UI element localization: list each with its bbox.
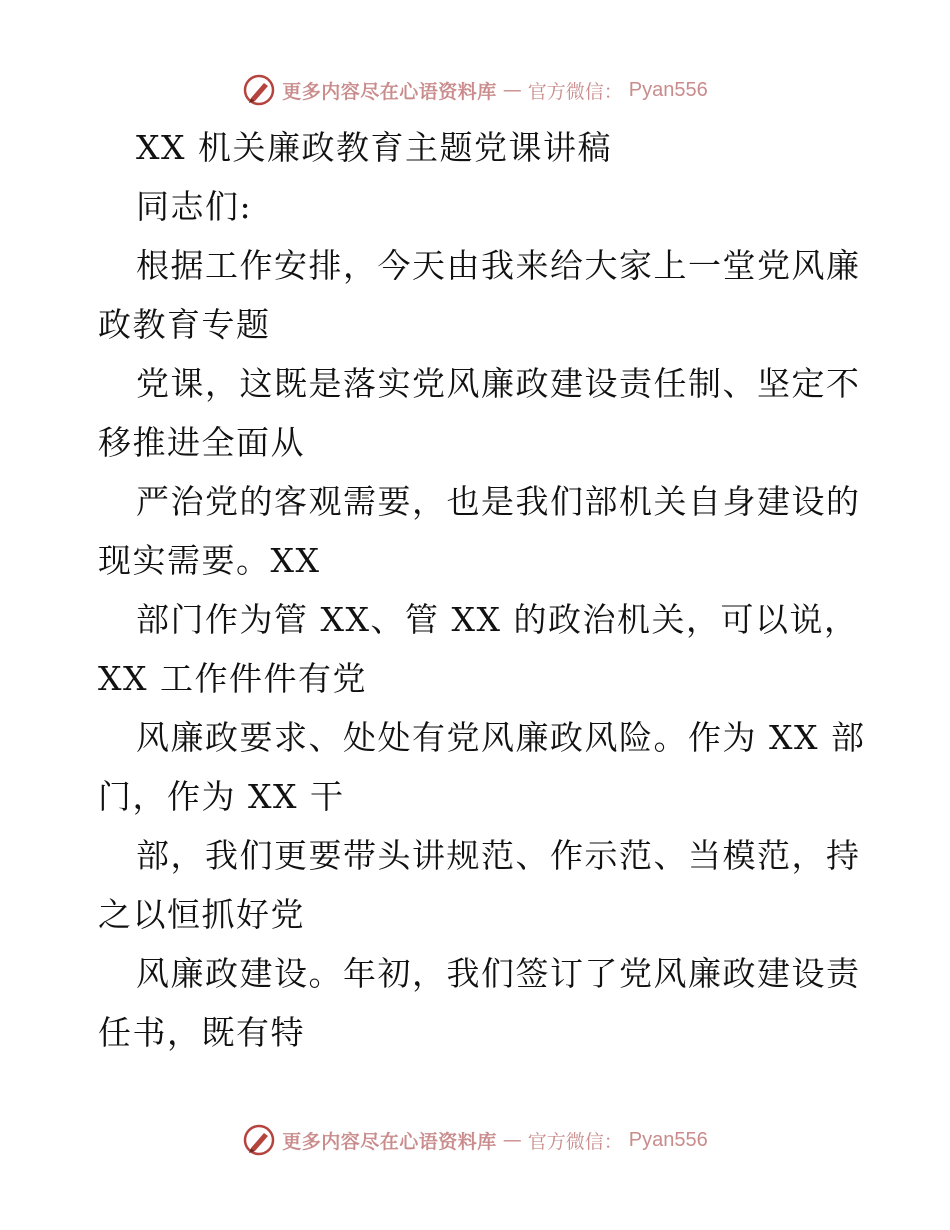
watermark-separator: — bbox=[502, 79, 522, 101]
site-watermark-text: 更多内容尽在心语资料库 bbox=[282, 80, 497, 103]
document-body bbox=[98, 118, 866, 1062]
text-line: 党课，这既是落实党风廉政建设责任制、坚定不 bbox=[136, 364, 861, 403]
text-line: 移推进全面从 bbox=[98, 423, 305, 462]
pen-logo-icon bbox=[242, 1123, 276, 1157]
footer-watermark bbox=[0, 1120, 950, 1160]
text-line: 政教育专题 bbox=[98, 305, 271, 344]
text-line: 严治党的客观需要，也是我们部机关自身建设的 bbox=[136, 482, 861, 521]
text-line: XX 工作件件有党 bbox=[98, 659, 367, 698]
document-title: XX 机关廉政教育主题党课讲稿 bbox=[136, 128, 612, 167]
watermark-separator: — bbox=[502, 1129, 522, 1151]
text-line: 同志们: bbox=[136, 187, 253, 226]
text-line: 风廉政建设。年初，我们签订了党风廉政建设责 bbox=[136, 954, 861, 993]
pen-logo-icon bbox=[242, 73, 276, 107]
text-line: 根据工作安排，今天由我来给大家上一堂党风廉 bbox=[136, 246, 861, 285]
wechat-id: Pyan556 bbox=[628, 1128, 708, 1151]
wechat-label: 官方微信： bbox=[527, 80, 623, 103]
text-line: 任书，既有特 bbox=[98, 1013, 305, 1052]
site-watermark-text: 更多内容尽在心语资料库 bbox=[282, 1130, 497, 1153]
wechat-id: Pyan556 bbox=[628, 78, 708, 101]
text-line: 部门作为管 XX、管 XX 的政治机关，可以说， bbox=[136, 600, 859, 639]
header-watermark bbox=[0, 70, 950, 110]
text-line: 现实需要。XX bbox=[98, 541, 321, 580]
wechat-label: 官方微信： bbox=[527, 1130, 623, 1153]
text-line: 门，作为 XX 干 bbox=[98, 777, 345, 816]
text-line: 之以恒抓好党 bbox=[98, 895, 305, 934]
text-line: 风廉政要求、处处有党风廉政风险。作为 XX 部 bbox=[136, 718, 866, 757]
text-line: 部，我们更要带头讲规范、作示范、当模范，持 bbox=[136, 836, 861, 875]
